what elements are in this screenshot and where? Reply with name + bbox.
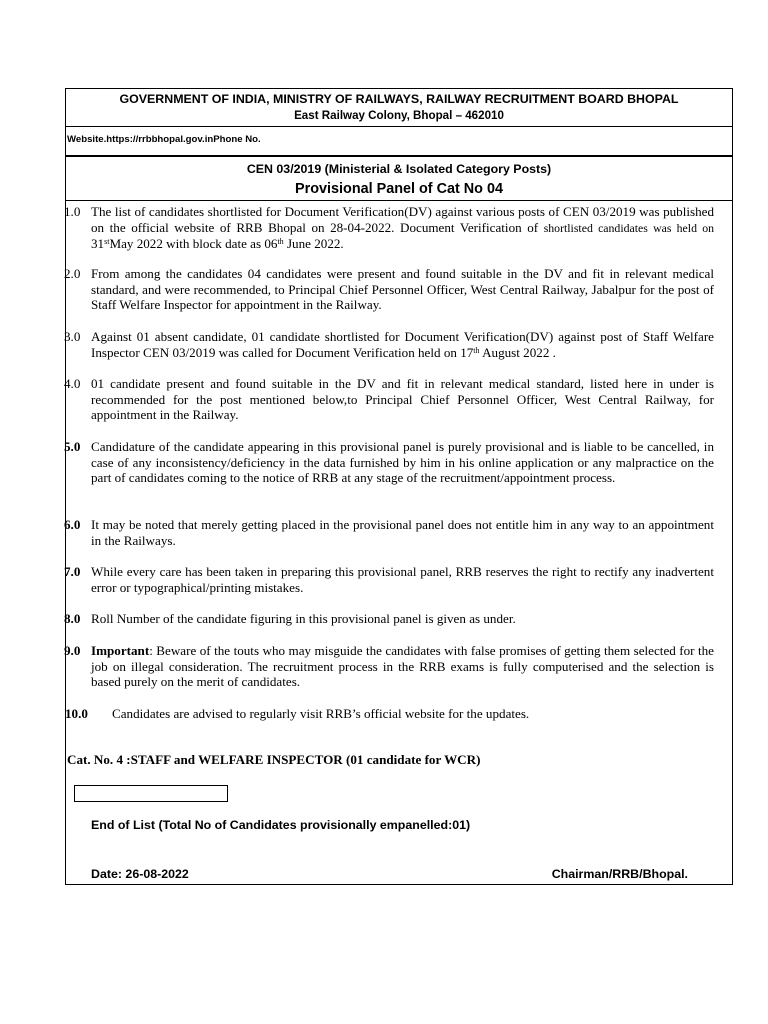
notice-frame xyxy=(65,88,733,885)
divider xyxy=(66,155,732,157)
paragraph-2 xyxy=(66,266,714,313)
paragraph-text: Roll Number of the candidate figuring in this provisional panel is given as under. xyxy=(91,611,516,626)
paragraph-number: 4.0 xyxy=(64,376,81,391)
paragraph-number: 5.0 xyxy=(64,439,81,454)
paragraph-text: : Beware of the touts who may misguide the candidates with false promises of getting them selected for the job on illegal consideration. The recruitment process in the RRB exams is fully computerised and the selection is based purely on the merit of candidates. xyxy=(91,643,714,690)
cen-heading: CEN 03/2019 (Ministerial & Isolated Category Posts) xyxy=(246,162,552,176)
paragraph-number: 1.0 xyxy=(64,204,81,219)
paragraph-number: 6.0 xyxy=(64,517,81,532)
paragraph-9 xyxy=(66,643,714,690)
paragraph-4 xyxy=(66,376,714,423)
category-heading: Cat. No. 4 :STAFF and WELFARE INSPECTOR (01 candidate for WCR) xyxy=(67,752,481,767)
paragraph-number: 8.0 xyxy=(64,611,81,626)
superscript: st xyxy=(104,237,110,247)
important-label: Important xyxy=(91,643,150,658)
paragraph-text: The list of candidates shortlisted for Document Verification(DV) against various posts of CEN 03/2019 was published on the official website of RRB Bhopal on 28-04-2022. Document Verification of xyxy=(91,204,714,235)
paragraph-7 xyxy=(66,564,714,595)
paragraph-text: Against 01 absent candidate, 01 candidate shortlisted for Document Verification(DV) against post of Staff Welfare Inspector CEN 03/2019 was called for Document Verification held on 17 xyxy=(91,329,714,360)
paragraph-5 xyxy=(66,439,714,486)
paragraph-number: 10.0 xyxy=(65,706,88,721)
paragraph-8 xyxy=(66,611,714,627)
superscript: th xyxy=(277,237,284,247)
website-line: Website.https://rrbbhopal.gov.inPhone No. xyxy=(67,134,261,145)
divider xyxy=(66,126,732,127)
paragraph-number: 7.0 xyxy=(64,564,81,579)
paragraph-text: shortlisted candidates was held on xyxy=(543,220,714,235)
paragraph-number: 2.0 xyxy=(64,266,81,281)
paragraph-text: 31 xyxy=(91,236,105,252)
divider xyxy=(66,200,732,201)
paragraph-text: August 2022 . xyxy=(479,344,556,360)
paragraph-3 xyxy=(66,329,714,360)
end-of-list: End of List (Total No of Candidates provisionally empanelled:01) xyxy=(91,818,471,832)
paragraph-10-text: Candidates are advised to regularly visit RRB’s official website for the updates. xyxy=(112,706,530,721)
panel-title: Provisional Panel of Cat No 04 xyxy=(295,181,503,197)
roll-number-box xyxy=(74,785,228,802)
org-heading: GOVERNMENT OF INDIA, MINISTRY OF RAILWAYS, RAILWAY RECRUITMENT BOARD BHOPAL xyxy=(119,92,679,106)
paragraph-text: May 2022 with block date as 06 xyxy=(109,236,278,252)
paragraph-text: Candidature of the candidate appearing in this provisional panel is purely provisional and is liable to be cancelled, in case of any inconsistency/deficiency in the data furnished by him in his online application or any malpractice on the part of candidates coming to the notice of RRB at any stage of the recruitment/appointment process. xyxy=(91,439,714,486)
org-address: East Railway Colony, Bhopal – 462010 xyxy=(294,109,504,122)
paragraph-text: 01 candidate present and found suitable in the DV and fit in relevant medical standard, listed here in under is recommended for the post mentioned below,to Principal Chief Personnel Officer, West Central Railway, for appointment in the Railway. xyxy=(91,376,714,423)
signatory: Chairman/RRB/Bhopal. xyxy=(551,867,688,881)
paragraph-number: 3.0 xyxy=(64,329,81,344)
issue-date: Date: 26-08-2022 xyxy=(91,867,189,881)
paragraph-text: While every care has been taken in preparing this provisional panel, RRB reserves the right to rectify any inadvertent error or typographical/printing mistakes. xyxy=(91,564,714,595)
paragraph-6 xyxy=(66,517,714,548)
paragraph-text: It may be noted that merely getting placed in the provisional panel does not entitle him in any way to an appointment in the Railways. xyxy=(91,517,714,548)
paragraph-number: 9.0 xyxy=(64,643,81,658)
paragraph-1 xyxy=(66,204,714,252)
paragraph-text: From among the candidates 04 candidates were present and found suitable in the DV and fit in relevant medical standard, and were recommended, to Principal Chief Personnel Officer, West Central Railway, Jabalpur for the post of Staff Welfare Inspector for appointment in the Railway. xyxy=(91,266,714,313)
superscript: th xyxy=(473,345,480,355)
paragraph-text: June 2022. xyxy=(283,236,344,252)
